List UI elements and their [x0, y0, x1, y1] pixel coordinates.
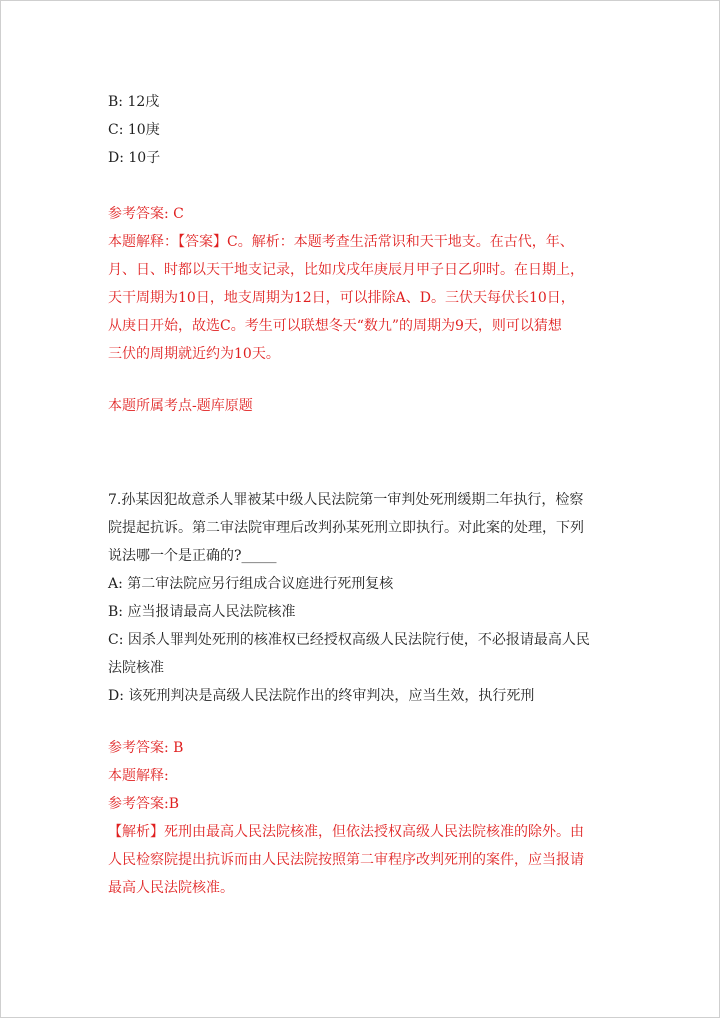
q6-option-b: B: 12戌 [108, 94, 160, 110]
q6-answer: 参考答案: C [108, 206, 184, 222]
q7-question-line-2: 院提起抗诉。第二审法院审理后改判孙某死刑立即执行。对此案的处理，下列 [108, 520, 584, 536]
q7-answer-repeat: 参考答案:B [108, 796, 180, 812]
q7-option-c: C: 因杀人罪判处死刑的核准权已经授权高级人民法院行使，不必报请最高人民 [108, 632, 590, 648]
q6-option-c: C: 10庚 [108, 122, 160, 138]
q6-explanation-line-3: 天干周期为10日，地支周期为12日，可以排除A、D。三伏天每伏长10日， [108, 290, 575, 306]
q7-option-d: D: 该死刑判决是高级人民法院作出的终审判决，应当生效，执行死刑 [108, 688, 535, 704]
q7-question [108, 486, 608, 570]
q6-options [108, 88, 608, 172]
q6-explanation-line-5: 三伏的周期就近约为10天。 [108, 346, 280, 362]
q6-explanation [108, 228, 608, 368]
q6-explanation-line-4: 从庚日开始，故选C。考生可以联想冬天“数九”的周期为9天，则可以猜想 [108, 318, 562, 334]
q7-question-line-3: 说法哪一个是正确的?_____ [108, 548, 277, 564]
q7-analysis-line-1: 【解析】死刑由最高人民法院核准，但依法授权高级人民法院核准的除外。由 [108, 824, 584, 840]
q7-analysis-line-2: 人民检察院提出抗诉而由人民法院按照第二审程序改判死刑的案件，应当报请 [108, 852, 584, 868]
q6-explanation-line-1: 本题解释：【答案】C。解析：本题考查生活常识和天干地支。在古代，年、 [108, 234, 574, 250]
q6-explanation-line-2: 月、日、时都以天干地支记录，比如戊戌年庚辰月甲子日乙卯时。在日期上， [108, 262, 584, 278]
q7-analysis-line-3: 最高人民法院核准。 [108, 880, 234, 896]
q6-option-d: D: 10子 [108, 150, 161, 166]
q7-answer: 参考答案: B [108, 740, 184, 756]
q7-option-c-continued: 法院核准 [108, 660, 164, 676]
q6-source: 本题所属考点-题库原题 [108, 398, 253, 414]
q7-options [108, 570, 608, 710]
q7-option-a: A: 第二审法院应另行组成合议庭进行死刑复核 [108, 576, 394, 592]
q7-question-line-1: 7.孙某因犯故意杀人罪被某中级人民法院第一审判处死刑缓期二年执行，检察 [108, 492, 584, 508]
document-content [108, 88, 608, 902]
q7-analysis [108, 818, 608, 902]
q7-explanation-label: 本题解释: [108, 768, 169, 784]
q7-option-b: B: 应当报请最高人民法院核准 [108, 604, 296, 620]
